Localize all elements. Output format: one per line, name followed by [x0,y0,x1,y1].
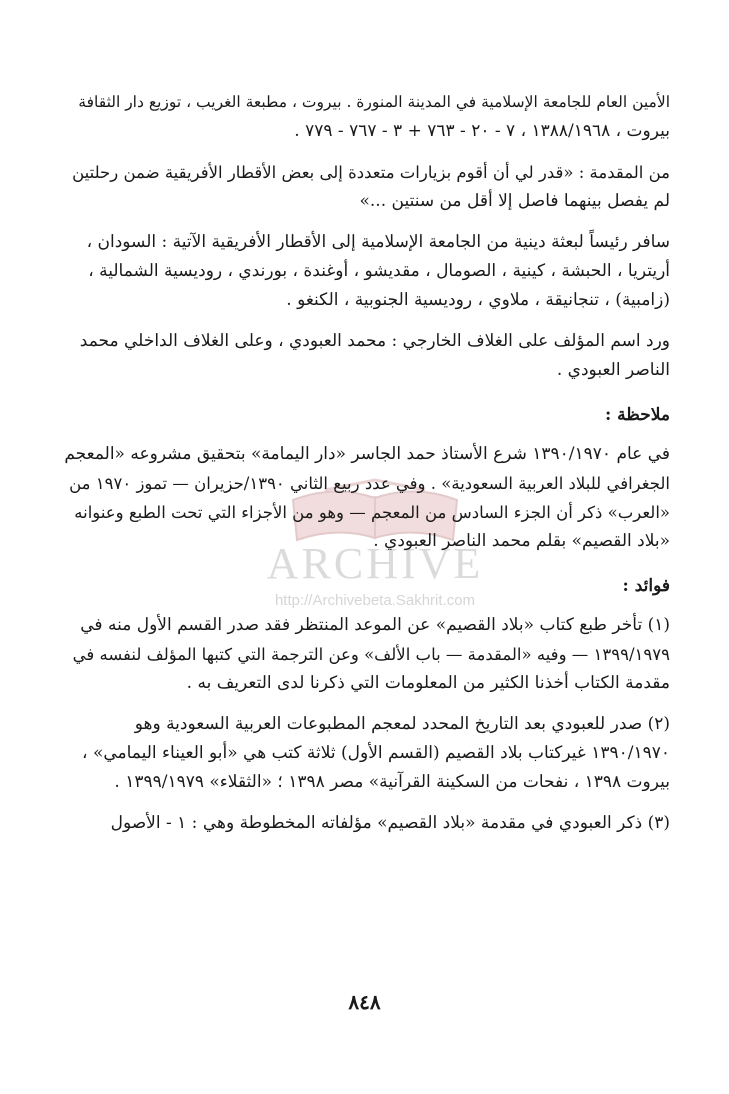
paragraph-benefit-2 [60,710,670,797]
text-line: «العرب» ذكر أن الجزء السادس من المعجم — وهو من الأجزاء التي تحت الطبع وعنوانه [74,503,670,522]
text-line: الناصر العبودي . [556,360,670,380]
text-line: سافر رئيساً لبعثة دينية من الجامعة الإسلامية إلى الأقطار الأفريقية الآتية : السودان ، [86,232,670,252]
paragraph-benefit-1 [60,611,670,698]
text-line: ١٣٩٩/١٩٧٩ — وفيه «المقدمة — باب الألف» وعن الترجمة التي كتبها المؤلف لنفسه في [72,645,670,664]
text-line: في عام ١٣٩٠/١٩٧٠ شرع الأستاذ حمد الجاسر «دار اليمامة» بتحقيق مشروعه «المعجم [64,444,670,464]
text-line: الأمين العام للجامعة الإسلامية في المدينة المنورة . بيروت ، مطبعة الغريب ، توزيع دار الثقافة [78,93,670,111]
benefits-heading: فوائد : [622,576,670,596]
text-line: ١٣٩٠/١٩٧٠ غيركتاب بلاد القصيم (القسم الأول) ثلاثة كتب هي «أبو العيناء اليمامي» ، [82,743,670,763]
text-line: (٣) ذكر العبودي في مقدمة «بلاد القصيم» مؤلفاته المخطوطة وهي : ١ - الأصول [110,813,670,833]
text-line: من المقدمة : «قدر لي أن أقوم بزيارات متعددة إلى بعض الأقطار الأفريقية ضمن رحلتين [72,163,670,182]
text-line: مقدمة الكتاب أخذنا الكثير من المعلومات التي ذكرنا لدى التعريف به . [186,673,670,693]
text-line: (٢) صدر للعبودي بعد التاريخ المحدد لمعجم المطبوعات العربية السعودية وهو [134,714,670,734]
text-line: «بلاد القصيم» بقلم محمد الناصر العبودي . [373,531,670,551]
document-page [60,88,670,850]
text-line: (زامبية) ، تنجانيقة ، ملاوي ، روديسية الجنوبية ، الكنغو . [286,290,670,310]
watermark-url: http://Archivebeta.Sakhrit.com [274,592,476,609]
text-line: أريتريا ، الحبشة ، كينية ، الصومال ، مقديشو ، أوغندة ، بورندي ، روديسية الشمالية ، [88,261,670,281]
text-line: (١) تأخر طبع كتاب «بلاد القصيم» عن الموعد المنتظر فقد صدر القسم الأول منه في [80,615,670,635]
text-line: الجغرافي للبلاد العربية السعودية» . وفي عدد ربيع الثاني ١٣٩٠/حزيران — تموز ١٩٧٠ من [69,474,670,493]
watermark-text: ARCHIVE [266,539,484,588]
paragraph-travel-countries [60,228,670,315]
note-heading: ملاحظة : [604,405,670,425]
text-line: بيروت ، ١٣٨٨/١٩٦٨ ، ٧ - ٢٠ - ٧٦٣ + ٣ - ٧٦٧ - ٧٧٩ . [294,121,670,141]
paragraph-note [60,440,670,556]
page-number: ٨٤٨ [348,990,381,1014]
paragraph-publication-info [60,88,670,146]
paragraph-benefit-3 [60,809,670,838]
text-line: بيروت ١٣٩٨ ، نفحات من السكينة القرآنية» مصر ١٣٩٨ ؛ «الثقلاء» ١٣٩٩/١٩٧٩ . [114,772,670,792]
paragraph-author-name [60,327,670,385]
text-line: لم يفصل بينهما فاصل إلا أقل من سنتين ...» [359,191,670,211]
paragraph-introduction-quote [60,158,670,216]
text-line: ورد اسم المؤلف على الغلاف الخارجي : محمد العبودي ، وعلى الغلاف الداخلي محمد [79,331,670,351]
